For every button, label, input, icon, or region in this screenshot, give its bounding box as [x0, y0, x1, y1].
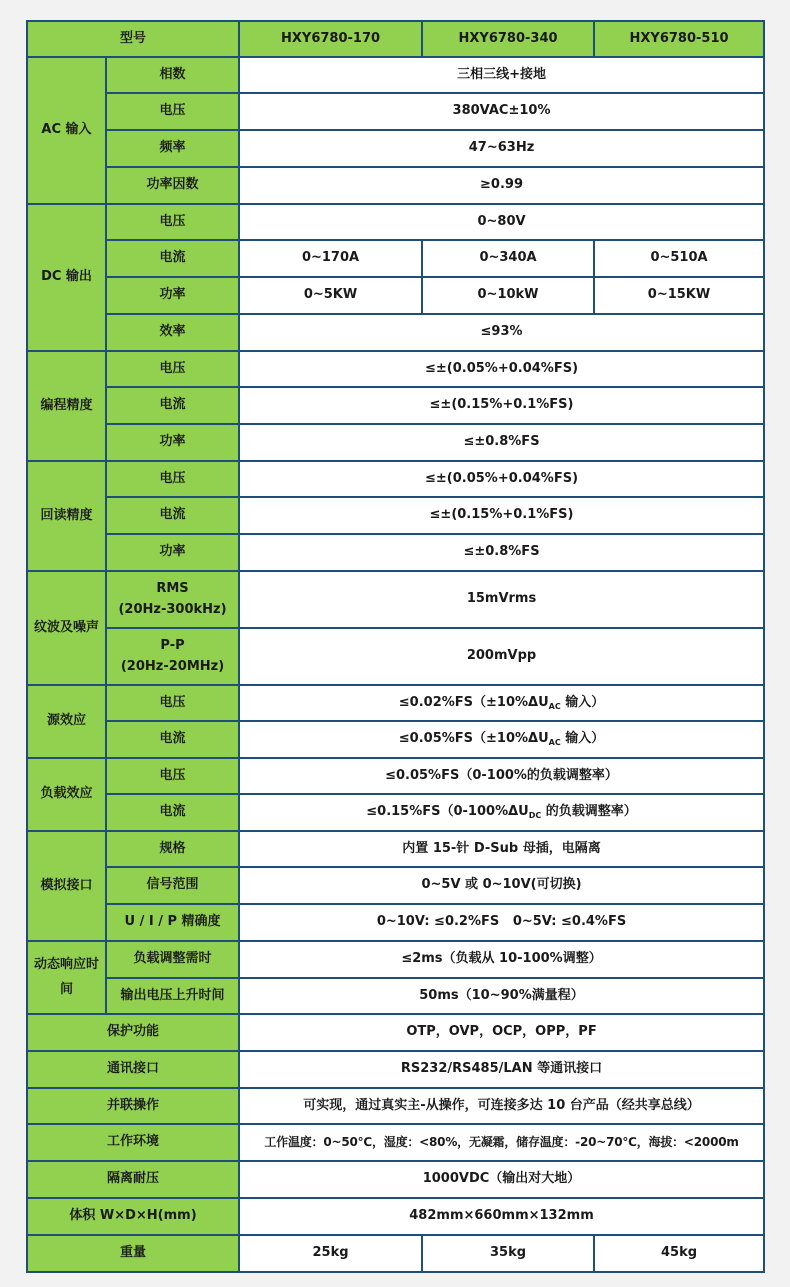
table-row — [27, 867, 764, 904]
table-row — [27, 167, 764, 204]
param-label: 电压 — [106, 93, 239, 130]
table-row — [27, 685, 764, 721]
param-label: 频率 — [106, 130, 239, 167]
table-row — [27, 240, 764, 277]
model-name: HXY6780-340 — [422, 21, 594, 57]
param-label: 体积 W×D×H(mm) — [27, 1198, 239, 1235]
table-row — [27, 57, 764, 93]
table-row — [27, 1088, 764, 1124]
table-row — [27, 1198, 764, 1235]
group-label-analog-interface: 模拟接口 — [27, 831, 106, 941]
table-row — [27, 721, 764, 758]
table-row — [27, 1014, 764, 1051]
table-row — [27, 314, 764, 351]
param-value: ≤2ms（负载从 10-100%调整） — [239, 941, 764, 978]
param-label: 通讯接口 — [27, 1051, 239, 1088]
param-label: 信号范围 — [106, 867, 239, 904]
param-label: 电流 — [106, 387, 239, 424]
table-row — [27, 277, 764, 314]
table-row — [27, 904, 764, 941]
table-row — [27, 941, 764, 978]
table-row — [27, 93, 764, 130]
table-row — [27, 351, 764, 387]
param-value: 482mm×660mm×132mm — [239, 1198, 764, 1235]
param-label: 功率 — [106, 424, 239, 461]
param-label-line: (20Hz-20MHz) — [120, 658, 225, 674]
param-value: 0~80V — [239, 204, 764, 240]
param-value: 0~340A — [422, 240, 594, 277]
param-value: OTP，OVP，OCP，OPP，PF — [239, 1014, 764, 1051]
param-value: 50ms（10~90%满量程） — [239, 978, 764, 1014]
param-value — [239, 794, 764, 831]
param-label — [106, 571, 239, 628]
param-value: 45kg — [594, 1235, 764, 1272]
param-label: 电压 — [106, 685, 239, 721]
table-row — [27, 978, 764, 1014]
value-text: ≤0.02%FS（±10%ΔU — [398, 694, 549, 710]
param-value: ≤93% — [239, 314, 764, 351]
param-value: RS232/RS485/LAN 等通讯接口 — [239, 1051, 764, 1088]
param-label: 重量 — [27, 1235, 239, 1272]
param-value — [239, 685, 764, 721]
param-value: ≤±0.8%FS — [239, 424, 764, 461]
group-label-readback-accuracy: 回读精度 — [27, 461, 106, 571]
param-label: 规格 — [106, 831, 239, 867]
param-label: 电压 — [106, 204, 239, 240]
table-row — [27, 1051, 764, 1088]
param-label: 保护功能 — [27, 1014, 239, 1051]
group-label-program-accuracy: 编程精度 — [27, 351, 106, 461]
param-label: 电流 — [106, 794, 239, 831]
group-label-ripple-noise: 纹波及噪声 — [27, 571, 106, 685]
param-value: 25kg — [239, 1235, 422, 1272]
table-row — [27, 831, 764, 867]
param-value: 200mVpp — [239, 628, 764, 685]
param-value: ≤±0.8%FS — [239, 534, 764, 571]
value-text: ≤0.15%FS（0-100%ΔU — [366, 804, 529, 819]
param-value: ≤±(0.15%+0.1%FS) — [239, 387, 764, 424]
param-label: 电压 — [106, 461, 239, 497]
table-row — [27, 130, 764, 167]
param-label: 电流 — [106, 240, 239, 277]
param-label: 隔离耐压 — [27, 1161, 239, 1198]
param-label: 功率 — [106, 534, 239, 571]
value-text: 的负载调整率） — [541, 804, 637, 819]
table-row — [27, 758, 764, 794]
table-row — [27, 424, 764, 461]
value-text: 输入） — [560, 694, 605, 710]
param-label: 功率因数 — [106, 167, 239, 204]
param-value: 0~10V: ≤0.2%FS 0~5V: ≤0.4%FS — [239, 904, 764, 941]
param-value: 内置 15-针 D-Sub 母插，电隔离 — [239, 831, 764, 867]
param-value: 0~15KW — [594, 277, 764, 314]
param-value: ≤±(0.15%+0.1%FS) — [239, 497, 764, 534]
subscript: DC — [528, 811, 542, 820]
param-label: U / I / P 精确度 — [106, 904, 239, 941]
param-label: 电压 — [106, 758, 239, 794]
model-name: HXY6780-510 — [594, 21, 764, 57]
group-label-dc-output: DC 输出 — [27, 204, 106, 351]
value-text: ≤0.05%FS（±10%ΔU — [398, 731, 549, 746]
table-row — [27, 1235, 764, 1272]
param-value — [239, 721, 764, 758]
table-row — [27, 204, 764, 240]
param-label: 功率 — [106, 277, 239, 314]
param-value: 15mVrms — [239, 571, 764, 628]
value-text: 输入） — [560, 731, 605, 746]
param-label: 负载调整需时 — [106, 941, 239, 978]
group-label-dynamic-response: 动态响应时间 — [27, 941, 106, 1014]
param-label: 电流 — [106, 721, 239, 758]
model-label: 型号 — [27, 21, 239, 57]
param-value: ≤0.05%FS（0-100%的负载调整率） — [239, 758, 764, 794]
param-value: 0~5KW — [239, 277, 422, 314]
param-label: 输出电压上升时间 — [106, 978, 239, 1014]
table-row — [27, 794, 764, 831]
param-value: 三相三线+接地 — [239, 57, 764, 93]
param-label-line: (20Hz-300kHz) — [118, 601, 227, 617]
param-value: 工作温度：0~50℃，湿度：<80%，无凝霜，储存温度：-20~70℃，海拔：<2000m — [239, 1124, 764, 1161]
param-value: ≥0.99 — [239, 167, 764, 204]
param-value: 0~10kW — [422, 277, 594, 314]
param-value: 0~5V 或 0~10V(可切换) — [239, 867, 764, 904]
table-row — [27, 534, 764, 571]
table-row — [27, 1161, 764, 1198]
param-label: 工作环境 — [27, 1124, 239, 1161]
param-value: ≤±(0.05%+0.04%FS) — [239, 461, 764, 497]
model-name: HXY6780-170 — [239, 21, 422, 57]
param-label: 效率 — [106, 314, 239, 351]
subscript: AC — [548, 738, 561, 747]
param-label: 相数 — [106, 57, 239, 93]
param-value: 380VAC±10% — [239, 93, 764, 130]
param-label-line: P-P — [160, 638, 185, 654]
param-label-line: RMS — [156, 581, 189, 597]
table-row — [27, 628, 764, 685]
param-value: ≤±(0.05%+0.04%FS) — [239, 351, 764, 387]
param-label: 并联操作 — [27, 1088, 239, 1124]
param-label — [106, 628, 239, 685]
table-row — [27, 497, 764, 534]
param-value: 47~63Hz — [239, 130, 764, 167]
param-label: 电压 — [106, 351, 239, 387]
param-value: 可实现，通过真实主-从操作，可连接多达 10 台产品（经共享总线） — [239, 1088, 764, 1124]
spec-table — [26, 20, 765, 1273]
header-row — [27, 21, 764, 57]
param-label: 电流 — [106, 497, 239, 534]
param-value: 0~510A — [594, 240, 764, 277]
group-label-load-effect: 负载效应 — [27, 758, 106, 831]
param-value: 1000VDC（输出对大地） — [239, 1161, 764, 1198]
table-row — [27, 571, 764, 628]
param-value: 35kg — [422, 1235, 594, 1272]
group-label-ac-input: AC 输入 — [27, 57, 106, 204]
table-row — [27, 1124, 764, 1161]
group-label-source-effect: 源效应 — [27, 685, 106, 758]
subscript: AC — [548, 701, 561, 711]
param-value: 0~170A — [239, 240, 422, 277]
table-row — [27, 387, 764, 424]
table-row — [27, 461, 764, 497]
